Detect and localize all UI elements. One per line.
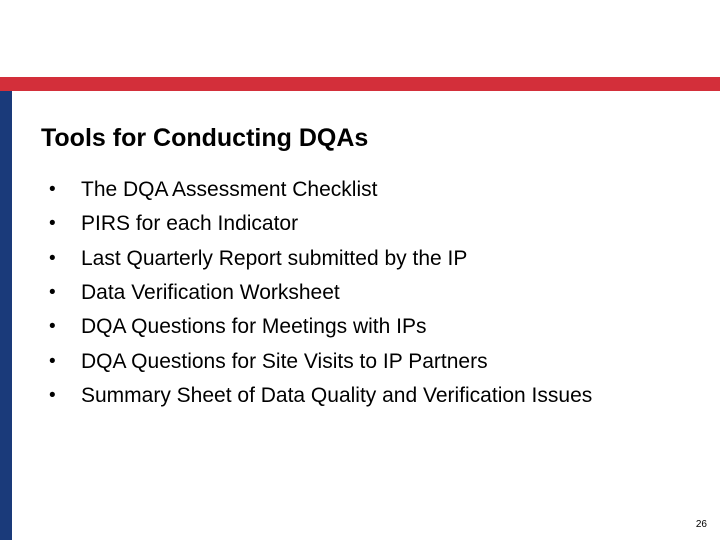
list-item-label: PIRS for each Indicator	[81, 212, 299, 236]
list-item-label: DQA Questions for Meetings with IPs	[81, 315, 427, 339]
left-accent-bar	[0, 91, 12, 540]
bullet-icon: •	[49, 384, 56, 406]
list-item	[49, 344, 592, 378]
list-item	[49, 276, 592, 310]
bullet-icon: •	[49, 247, 56, 269]
list-item	[49, 242, 592, 276]
list-item-label: Last Quarterly Report submitted by the IP	[81, 246, 468, 270]
list-item	[49, 173, 592, 207]
top-accent-bar	[0, 77, 720, 91]
bullet-list	[49, 173, 592, 413]
bullet-icon: •	[49, 213, 56, 235]
list-item	[49, 310, 592, 344]
bullet-icon: •	[49, 350, 56, 372]
list-item	[49, 207, 592, 241]
list-item-label: DQA Questions for Site Visits to IP Partners	[81, 349, 488, 373]
list-item-label: Data Verification Worksheet	[81, 281, 340, 305]
list-item	[49, 379, 592, 413]
list-item-label: The DQA Assessment Checklist	[81, 178, 378, 202]
bullet-icon: •	[49, 282, 56, 304]
bullet-icon: •	[49, 179, 56, 201]
slide-title: Tools for Conducting DQAs	[41, 124, 369, 152]
list-item-label: Summary Sheet of Data Quality and Verification Issues	[81, 383, 593, 407]
page-number: 26	[695, 519, 707, 530]
bullet-icon: •	[49, 316, 56, 338]
